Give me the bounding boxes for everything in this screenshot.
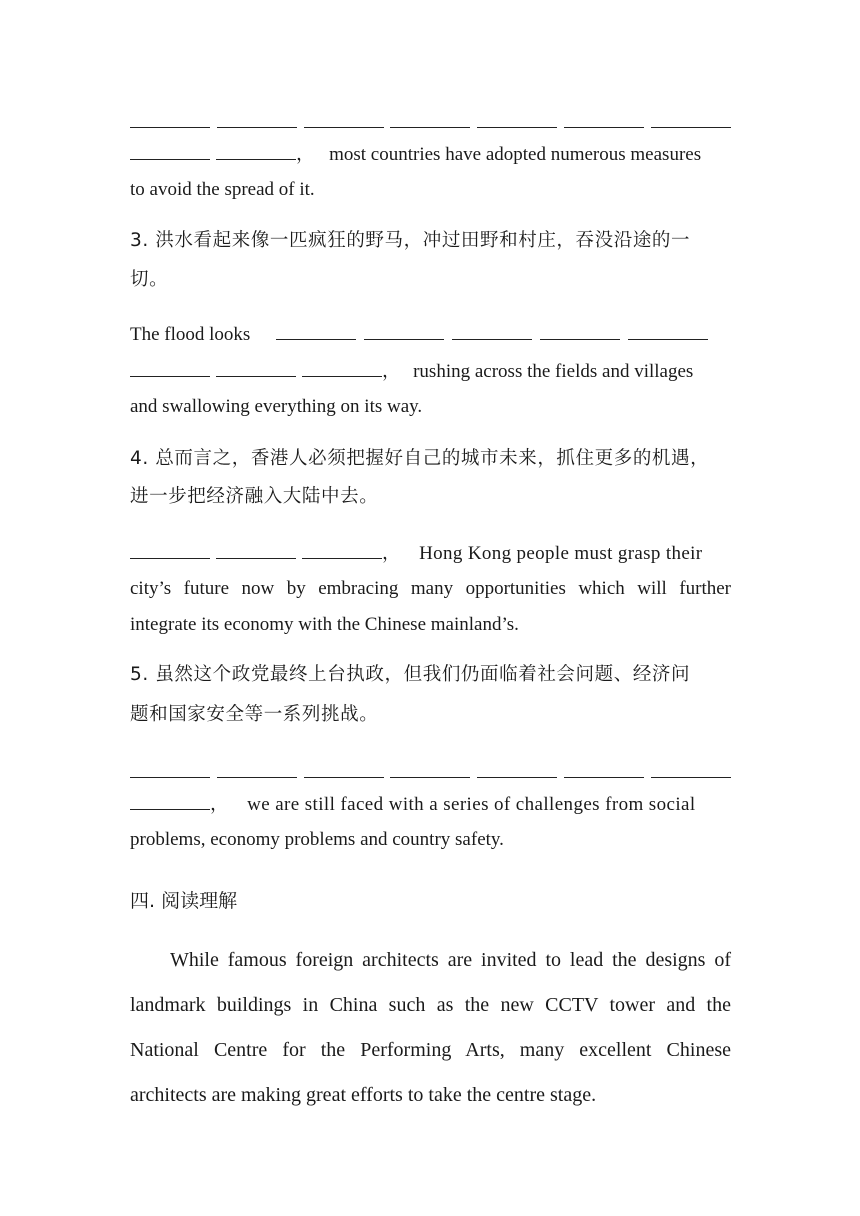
q4-english-line2: city’s future now by embracing many opportunities which will further [130,578,731,599]
answer-blank[interactable] [216,358,296,377]
q2-line3: to avoid the spread of it. [130,179,315,200]
answer-blank[interactable] [130,759,210,778]
q5-chinese-line1: 5. 虽然这个政党最终上台执政，但我们仍面临着社会问题、经济问 [130,664,691,685]
q3-chinese-line2: 切。 [130,269,169,290]
answer-blank[interactable] [540,321,620,340]
answer-blank[interactable] [216,540,296,559]
q5-english-line2 [130,791,731,817]
q5-chinese-line2: 题和国家安全等一系列挑战。 [130,704,379,725]
answer-blank[interactable] [651,109,731,128]
comma: ， [296,144,316,165]
q5-text: we are still faced with a series of challenges from social [247,794,696,815]
answer-blank[interactable] [217,759,297,778]
q4-english-line1 [130,540,731,566]
comma: ， [382,543,402,564]
answer-blank[interactable] [628,321,708,340]
q3-text: rushing across the fields and villages [413,361,694,382]
answer-blank[interactable] [477,759,557,778]
passage-line4: architects are making great efforts to take the centre stage. [130,1084,597,1106]
answer-blank[interactable] [130,791,210,810]
q4-chinese-line1: 4. 总而言之，香港人必须把握好自己的城市未来，抓住更多的机遇， [130,448,710,469]
answer-blank[interactable] [130,540,210,559]
answer-blank[interactable] [651,759,731,778]
answer-blank[interactable] [390,759,470,778]
q2-blank-row [130,104,731,128]
answer-blank[interactable] [130,141,210,160]
answer-blank[interactable] [276,321,356,340]
answer-blank[interactable] [217,109,297,128]
q5-blank-row [130,754,731,778]
passage-line3: National Centre for the Performing Arts, many excellent Chinese [130,1039,731,1061]
q5-english-line3: problems, economy problems and country safety. [130,829,504,850]
answer-blank[interactable] [130,109,210,128]
q3-english-line2 [130,358,731,384]
q3-english-line1 [130,321,731,347]
comma: ， [210,794,230,815]
answer-blank[interactable] [302,358,382,377]
answer-blank[interactable] [364,321,444,340]
answer-blank[interactable] [390,109,470,128]
passage-line2: landmark buildings in China such as the new CCTV tower and the [130,994,731,1016]
q4-english-line3: integrate its economy with the Chinese mainland’s. [130,614,519,635]
section-heading: 四. 阅读理解 [130,890,238,912]
q4-chinese-line2: 进一步把经济融入大陆中去。 [130,486,379,507]
answer-blank[interactable] [564,109,644,128]
q3-english-line3: and swallowing everything on its way. [130,396,423,417]
answer-blank[interactable] [477,109,557,128]
q4-text: Hong Kong people must grasp their [419,543,703,564]
comma: ， [382,361,402,382]
q2-text: most countries have adopted numerous measures [329,144,702,165]
passage-line1: While famous foreign architects are invited to lead the designs of [170,949,731,971]
answer-blank[interactable] [452,321,532,340]
answer-blank[interactable] [304,109,384,128]
answer-blank[interactable] [564,759,644,778]
q3-english-start: The flood looks [130,324,251,345]
q2-line2 [130,141,731,167]
q3-chinese-line1: 3. 洪水看起来像一匹疯狂的野马，冲过田野和村庄，吞没沿途的一 [130,230,691,251]
answer-blank[interactable] [304,759,384,778]
answer-blank[interactable] [302,540,382,559]
answer-blank[interactable] [130,358,210,377]
answer-blank[interactable] [216,141,296,160]
